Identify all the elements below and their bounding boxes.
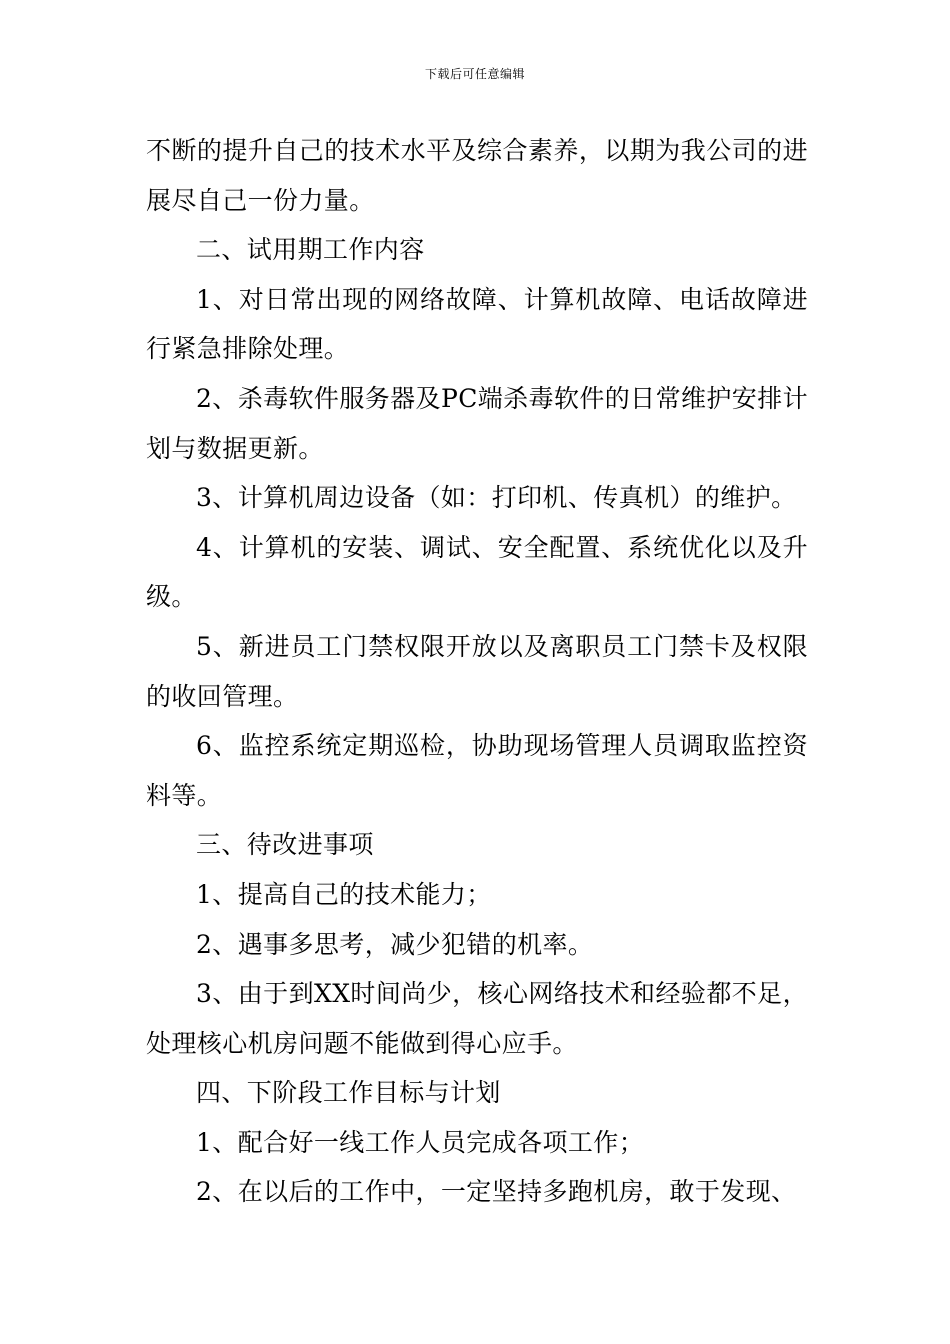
list-item-work-6: 6、监控系统定期巡检，协助现场管理人员调取监控资料等。 xyxy=(146,731,808,810)
page-header: 下载后可任意编辑 xyxy=(424,67,525,81)
list-item-improve-1: 1、提高自己的技术能力； xyxy=(196,879,492,909)
list-item-work-4: 4、计算机的安装、调试、安全配置、系统优化以及升级。 xyxy=(146,532,808,612)
document-body xyxy=(146,126,808,1217)
list-item-improve-3: 3、由于到XX时间尚少，核心网络技术和经验都不足，处理核心机房问题不能做到得心应手。 xyxy=(146,979,808,1058)
list-item-plan-2: 2、在以后的工作中，一定坚持多跑机房，敢于发现、 xyxy=(196,1177,797,1207)
list-item-plan-1: 1、配合好一线工作人员完成各项工作； xyxy=(196,1127,645,1157)
list-item-improve-2: 2、遇事多思考，减少犯错的机率。 xyxy=(196,929,594,959)
paragraph-intro-continuation: 不断的提升自己的技术水平及综合素养，以期为我公司的进展尽自己一份力量。 xyxy=(146,136,808,215)
list-item-work-5: 5、新进员工门禁权限开放以及离职员工门禁卡及权限的收回管理。 xyxy=(146,631,808,711)
list-item-work-3: 3、计算机周边设备（如：打印机、传真机）的维护。 xyxy=(196,483,797,513)
list-item-work-2: 2、杀毒软件服务器及PC端杀毒软件的日常维护安排计划与数据更新。 xyxy=(146,383,808,463)
section-heading-improvements: 三、待改进事项 xyxy=(196,830,374,860)
section-heading-next-plan: 四、下阶段工作目标与计划 xyxy=(196,1078,501,1108)
section-heading-probation-work: 二、试用期工作内容 xyxy=(196,235,425,265)
list-item-work-1: 1、对日常出现的网络故障、计算机故障、电话故障进行紧急排除处理。 xyxy=(146,284,808,364)
